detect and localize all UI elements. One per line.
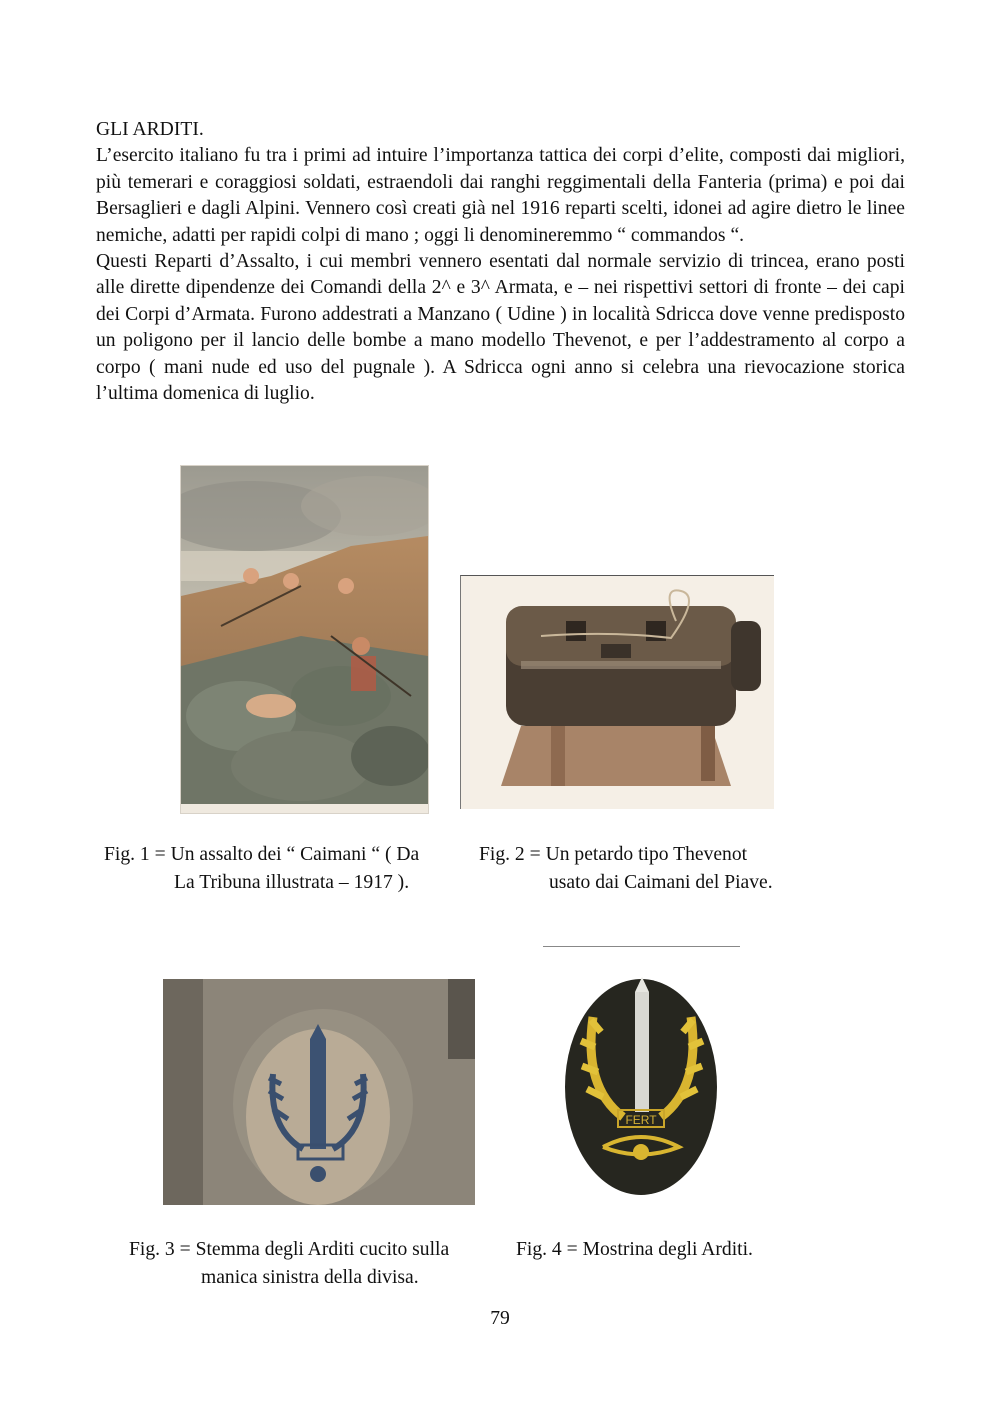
badge-motto: FERT bbox=[625, 1113, 657, 1127]
page-number: 79 bbox=[490, 1308, 510, 1329]
arditi-badge-image bbox=[543, 947, 740, 1209]
figure-3-caption bbox=[129, 1236, 449, 1292]
figure-4-arditi-badge bbox=[543, 946, 740, 1209]
section-heading: GLI ARDITI. bbox=[96, 119, 204, 140]
figure-1-caption-line-2: La Tribuna illustrata – 1917 ). bbox=[174, 872, 410, 893]
figure-1-caption-line-1: Fig. 1 = Un assalto dei “ Caimani “ ( Da bbox=[104, 844, 420, 865]
body-text bbox=[96, 117, 905, 407]
figure-3-caption-line-2: manica sinistra della divisa. bbox=[201, 1267, 419, 1288]
grenade-photo-image bbox=[461, 576, 774, 809]
figure-4-caption bbox=[516, 1236, 753, 1264]
figure-2-caption-line-1: Fig. 2 = Un petardo tipo Thevenot bbox=[479, 844, 748, 865]
sleeve-emblem-image bbox=[163, 979, 475, 1205]
assault-illustration-image bbox=[181, 466, 428, 813]
paragraph-2: Questi Reparti d’Assalto, i cui membri vennero esentati dal normale servizio di trincea, erano posti alle dirette dipendenze dei Comandi della 2^ e 3^ Armata, e – nei rispettivi settori di fronte – dei capi dei Corpi d’Armata. Furono addestrati a Manzano ( Udine ) in località Sdricca dove venne predisposto un poligono per il lancio delle bombe a mano modello Thevenot, e per l’addestramento al corpo a corpo ( mani nude ed uso del pugnale ). A Sdricca ogni anno si celebra una rievocazione storica l’ultima domenica di luglio. bbox=[96, 251, 905, 405]
figure-3-caption-line-1: Fig. 3 = Stemma degli Arditi cucito sulla bbox=[129, 1239, 450, 1260]
figure-4-caption-line-1: Fig. 4 = Mostrina degli Arditi. bbox=[516, 1239, 753, 1260]
figure-2-thevenot-grenade bbox=[460, 575, 774, 809]
figure-3-sleeve-emblem bbox=[163, 979, 475, 1205]
figure-2-caption-line-2: usato dai Caimani del Piave. bbox=[549, 872, 773, 893]
figure-2-caption bbox=[479, 841, 773, 897]
paragraph-1: L’esercito italiano fu tra i primi ad intuire l’importanza tattica dei corpi d’elite, composti dai migliori, più temerari e coraggiosi soldati, estraendoli dai ranghi reggimentali della Fanteria (prima) e poi dai Bersaglieri e dagli Alpini. Vennero così creati già nel 1916 reparti scelti, idonei ad agire dietro le linee nemiche, adatti per rapidi colpi di mano ; oggi li denomineremmo “ commandos “. bbox=[96, 145, 905, 246]
figure-1-assault-illustration bbox=[180, 465, 429, 814]
figure-1-caption bbox=[104, 841, 419, 897]
